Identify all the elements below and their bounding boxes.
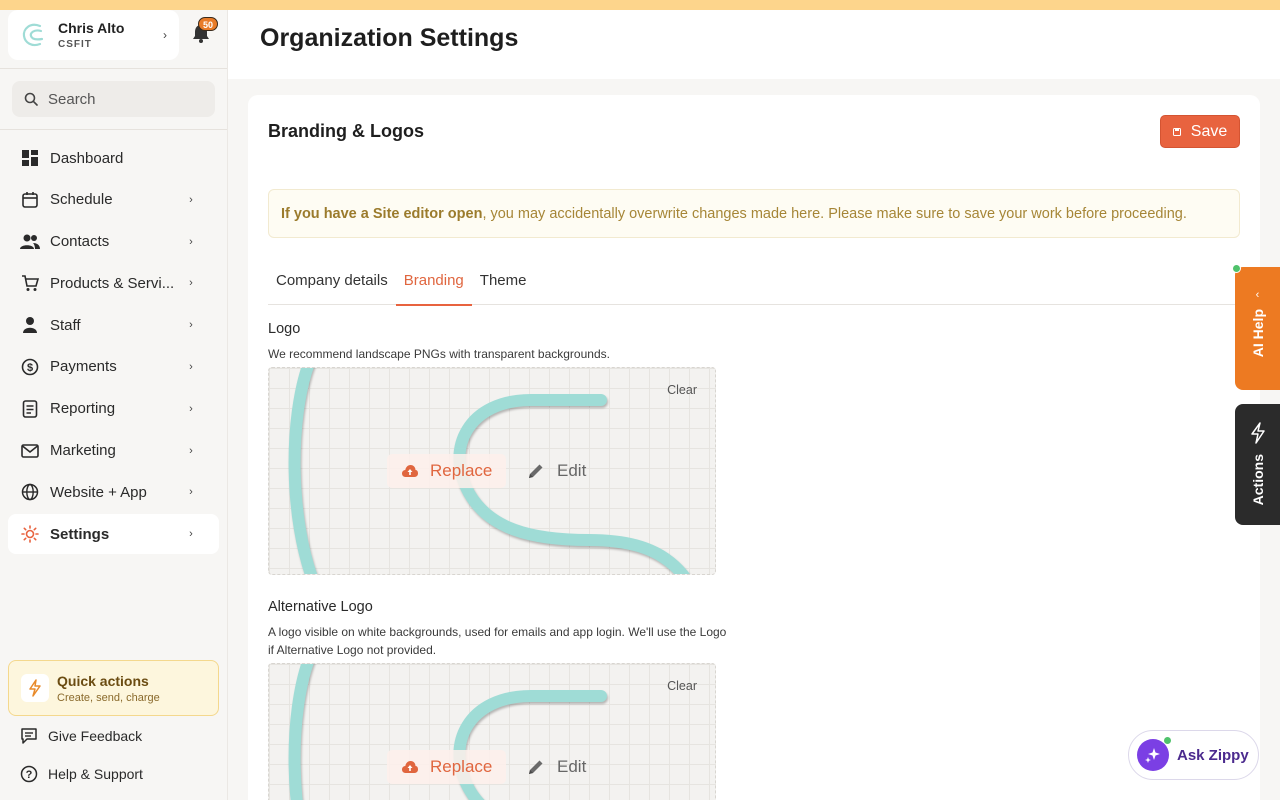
nav-label: Website + App xyxy=(50,483,147,501)
nav-item-products[interactable] xyxy=(8,263,219,303)
save-button[interactable] xyxy=(1160,115,1240,148)
feedback-icon xyxy=(20,727,38,745)
actions-label: Actions xyxy=(1249,454,1266,506)
sparkle-icon xyxy=(1137,739,1169,771)
ask-zippy-label: Ask Zippy xyxy=(1177,746,1249,764)
chevron-left-icon: ‹ xyxy=(1255,289,1260,301)
replace-alt-logo-button[interactable] xyxy=(387,750,506,784)
alt-logo-label: Alternative Logo xyxy=(268,599,373,615)
pencil-icon xyxy=(527,758,545,776)
cloud-upload-icon xyxy=(401,760,419,774)
quick-actions-subtitle: Create, send, charge xyxy=(57,691,160,704)
nav-label: Products & Servi... xyxy=(50,274,175,292)
edit-label: Edit xyxy=(557,461,587,480)
edit-logo-button[interactable] xyxy=(525,454,588,488)
chevron-right-icon: › xyxy=(189,319,193,332)
globe-icon xyxy=(20,482,40,502)
person-icon xyxy=(20,315,40,335)
nav-label: Settings xyxy=(50,525,110,543)
section-title: Branding & Logos xyxy=(268,121,424,141)
lightning-icon xyxy=(1250,422,1266,444)
top-accent-bar xyxy=(0,0,1280,10)
help-support-label: Help & Support xyxy=(48,766,143,782)
help-icon xyxy=(20,765,38,783)
chevron-right-icon: › xyxy=(189,528,193,541)
online-status-dot xyxy=(1232,264,1241,273)
warning-text: , you may accidentally overwrite changes made here. Please make sure to save your work before proceeding. xyxy=(482,205,1187,222)
nav-item-schedule[interactable] xyxy=(8,180,219,220)
online-status-dot xyxy=(1163,736,1172,745)
chevron-right-icon: › xyxy=(163,28,167,42)
nav-item-contacts[interactable] xyxy=(8,222,219,262)
replace-label: Replace xyxy=(430,461,493,480)
sidebar xyxy=(0,0,228,800)
quick-actions[interactable] xyxy=(8,660,219,716)
edit-alt-logo-button[interactable] xyxy=(525,750,588,784)
actions-tab[interactable] xyxy=(1235,404,1280,525)
chevron-right-icon: › xyxy=(189,360,193,373)
account-org: CSFIT xyxy=(58,39,92,50)
cloud-upload-icon xyxy=(401,464,419,478)
org-logo-icon xyxy=(20,21,48,49)
give-feedback-label: Give Feedback xyxy=(48,728,143,744)
save-label: Save xyxy=(1190,122,1228,140)
account-switcher[interactable] xyxy=(8,10,179,60)
search-icon xyxy=(24,92,38,106)
clear-logo-link[interactable]: Clear xyxy=(667,383,697,397)
logo-description: We recommend landscape PNGs with transparent backgrounds. xyxy=(268,347,610,361)
nav-label: Marketing xyxy=(50,442,116,460)
mail-icon xyxy=(20,441,40,461)
alt-logo-dropzone[interactable] xyxy=(268,663,716,800)
page-title: Organization Settings xyxy=(260,24,519,52)
notification-badge: 50 xyxy=(198,17,218,31)
people-icon xyxy=(20,232,40,252)
pencil-icon xyxy=(527,462,545,480)
svg-text:$: $ xyxy=(26,361,34,374)
ask-zippy-button[interactable] xyxy=(1128,730,1259,780)
nav-item-settings[interactable] xyxy=(8,514,219,554)
dashboard-icon xyxy=(20,148,40,168)
cart-icon xyxy=(20,273,40,293)
branding-card xyxy=(248,95,1260,800)
search-box xyxy=(12,81,215,117)
lightning-icon xyxy=(21,674,49,702)
sun-gear-icon xyxy=(20,524,40,544)
settings-tabs xyxy=(268,255,1240,305)
divider xyxy=(0,68,227,69)
page-header xyxy=(228,10,1280,79)
nav-item-payments[interactable] xyxy=(8,347,219,387)
nav-label: Reporting xyxy=(50,400,116,418)
save-icon xyxy=(1173,128,1181,136)
nav-label: Dashboard xyxy=(50,149,124,167)
edit-label: Edit xyxy=(557,757,587,776)
nav-label: Contacts xyxy=(50,233,110,251)
nav-label: Schedule xyxy=(50,191,113,209)
ai-help-tab[interactable] xyxy=(1235,267,1280,390)
clear-alt-logo-link[interactable]: Clear xyxy=(667,679,697,693)
site-editor-warning xyxy=(268,189,1240,238)
warning-bold-text: If you have a Site editor open xyxy=(281,205,483,222)
calendar-icon xyxy=(20,190,40,210)
nav-item-website[interactable] xyxy=(8,472,219,512)
account-name: Chris Alto xyxy=(58,20,125,36)
tab-theme[interactable]: Theme xyxy=(479,271,527,289)
nav-item-dashboard[interactable] xyxy=(8,138,219,178)
logo-dropzone[interactable] xyxy=(268,367,716,575)
dollar-icon xyxy=(20,357,40,377)
help-support-link[interactable] xyxy=(20,765,143,783)
tab-branding[interactable]: Branding xyxy=(396,255,472,305)
report-icon xyxy=(20,399,40,419)
replace-label: Replace xyxy=(430,757,493,776)
chevron-right-icon: › xyxy=(189,402,193,415)
main-nav xyxy=(8,138,219,556)
nav-item-marketing[interactable] xyxy=(8,431,219,471)
search-input[interactable] xyxy=(48,91,198,108)
svg-text:?: ? xyxy=(25,769,33,781)
ai-help-label: AI Help xyxy=(1249,309,1266,358)
chevron-right-icon: › xyxy=(189,277,193,290)
tab-company-details[interactable]: Company details xyxy=(276,271,388,289)
give-feedback-link[interactable] xyxy=(20,727,142,745)
chevron-right-icon: › xyxy=(189,486,193,499)
nav-label: Staff xyxy=(50,316,81,334)
chevron-right-icon: › xyxy=(189,235,193,248)
divider xyxy=(0,129,227,130)
logo-label: Logo xyxy=(268,321,301,337)
chevron-right-icon: › xyxy=(189,444,193,457)
chevron-right-icon: › xyxy=(189,193,193,206)
replace-logo-button[interactable] xyxy=(387,454,506,488)
nav-item-reporting[interactable] xyxy=(8,389,219,429)
quick-actions-title: Quick actions xyxy=(57,672,149,689)
nav-item-staff[interactable] xyxy=(8,305,219,345)
nav-label: Payments xyxy=(50,358,117,376)
alt-logo-description: A logo visible on white backgrounds, used for emails and app login. We'll use the Logo if Alternative Logo not provided. xyxy=(268,625,727,657)
